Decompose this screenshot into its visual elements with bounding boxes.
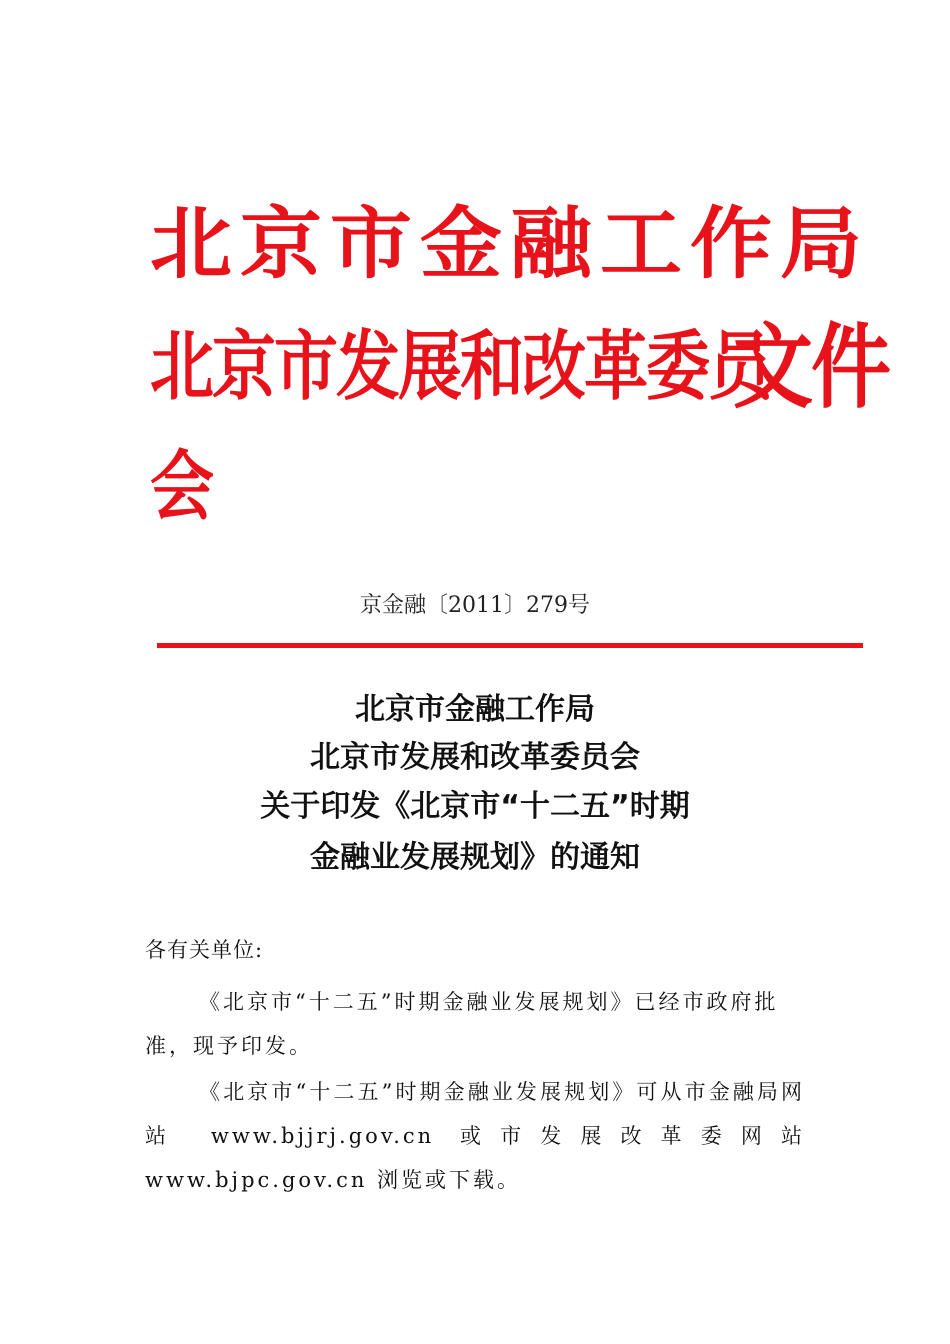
document-number: 京金融〔2011〕279号 [360,593,590,618]
letterhead-line-1: 北京市金融工作局 [150,199,871,290]
letterhead-line-3: 会 [150,444,214,532]
title-line-3: 关于印发《北京市“十二五”时期 [260,789,690,824]
title-line-1: 北京市金融工作局 [355,692,595,727]
letterhead-document-label: 文件 [733,313,889,421]
paragraph-1 [145,980,805,1068]
paragraph-1-text: 《北京市“十二五”时期金融业发展规划》已经市政府批准，现予印发。 [145,990,779,1058]
red-divider [157,643,863,648]
paragraph-2-text: 《北京市“十二五”时期金融业发展规划》可从市金融局网站 www.bjjrj.gov.cn 或市发展改革委网站 www.bjpc.gov.cn 浏览或下载。 [145,1080,805,1192]
title-line-4: 金融业发展规划》的通知 [310,840,640,875]
salutation: 各有关单位: [145,938,264,962]
title-line-2: 北京市发展和改革委员会 [310,740,640,775]
letterhead-line-2: 北京市发展和改革委员 [150,324,770,412]
paragraph-2 [145,1070,805,1202]
